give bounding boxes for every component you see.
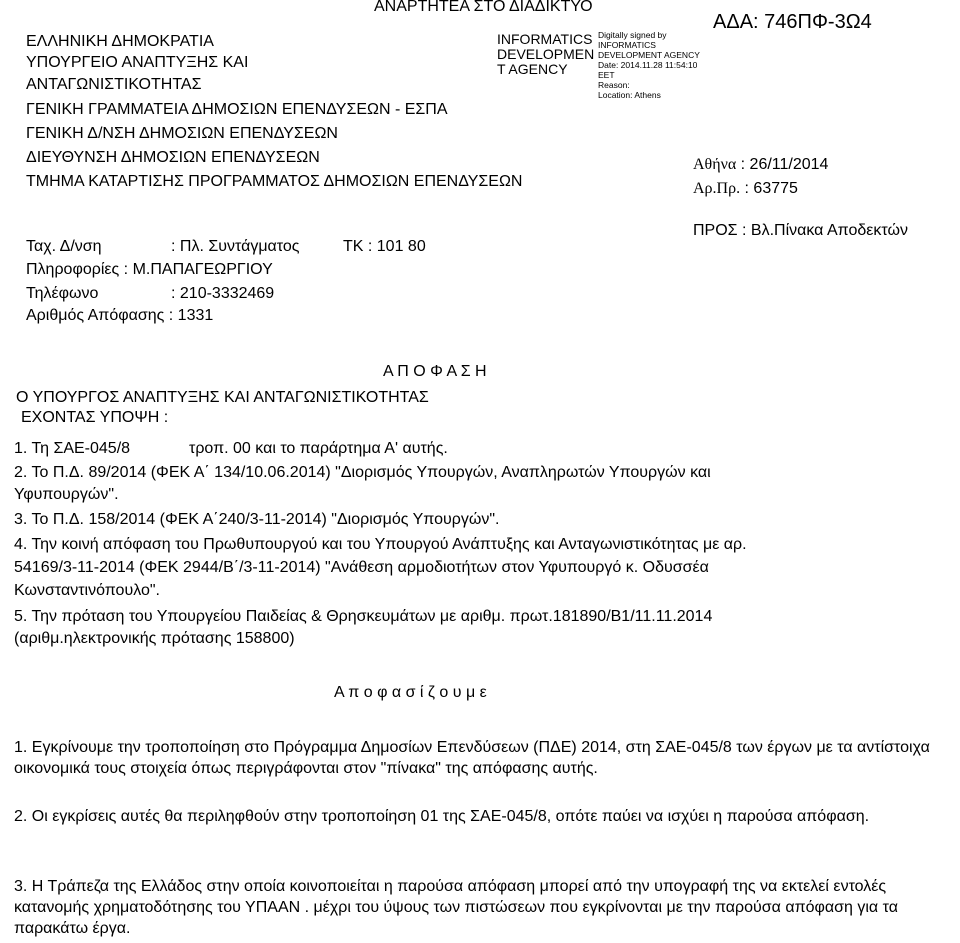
header-line-secretariat: ΓΕΝΙΚΗ ΓΡΑΜΜΑΤΕΙΑ ΔΗΜΟΣΙΩΝ ΕΠΕΝΔΥΣΕΩΝ - ΕΣΠΑ xyxy=(26,101,448,118)
decide-heading: Α π ο φ α σ ί ζ ο υ μ ε xyxy=(334,684,487,701)
address-value: : Πλ. Συντάγματος xyxy=(171,238,300,255)
signer-name-line-3: T AGENCY xyxy=(497,61,568,77)
header-line-ministry: ΥΠΟΥΡΓΕΙΟ ΑΝΑΠΤΥΞΗΣ ΚΑΙ xyxy=(26,54,249,71)
phone-value: : 210-3332469 xyxy=(171,285,275,302)
signature-detail: INFORMATICS xyxy=(598,40,656,50)
signer-name-line-2: DEVELOPMEN xyxy=(497,46,595,62)
signer-name-line-1: INFORMATICS xyxy=(497,31,593,47)
signature-detail: Digitally signed by xyxy=(598,30,667,40)
considering-line: ΕΧΟΝΤΑΣ ΥΠΟΨΗ : xyxy=(21,409,169,426)
header-line-department: ΤΜΗΜΑ ΚΑΤΑΡΤΙΣΗΣ ΠΡΟΓΡΑΜΜΑΤΟΣ ΔΗΜΟΣΙΩΝ ΕΠΕΝΔΥΣΕΩΝ xyxy=(26,173,523,190)
consideration-5b: (αριθμ.ηλεκτρονικής πρότασης 158800) xyxy=(14,630,295,647)
protocol-value: : 63775 xyxy=(744,180,798,197)
consideration-4b: 54169/3-11-2014 (ΦΕΚ 2944/Β΄/3-11-2014) "Ανάθεση αρμοδιοτήτων στον Υφυπουργό κ. Οδυσσέα xyxy=(14,559,709,576)
consideration-4c: Κωνσταντινόπουλο". xyxy=(14,582,160,599)
place-date xyxy=(693,155,828,175)
recipient: ΠΡΟΣ : Βλ.Πίνακα Αποδεκτών xyxy=(693,222,908,239)
protocol-number xyxy=(693,179,798,199)
consideration-2b: Υφυπουργών". xyxy=(14,486,119,503)
place-label: Αθήνα xyxy=(693,156,737,173)
signature-detail: Reason: xyxy=(598,80,630,90)
consideration-1b: τροπ. 00 και το παράρτημα Α' αυτής. xyxy=(189,440,448,457)
postal-code: ΤΚ : 101 80 xyxy=(343,238,426,255)
signature-detail: Date: 2014.11.28 11:54:10 xyxy=(598,60,698,70)
consideration-4a: 4. Την κοινή απόφαση του Πρωθυπουργού και του Υπουργού Ανάπτυξης και Ανταγωνιστικότητας με αρ. xyxy=(14,536,747,553)
decision-number: Αριθμός Απόφασης : 1331 xyxy=(26,307,214,324)
header-line-country: ΕΛΛΗΝΙΚΗ ΔΗΜΟΚΡΑΤΙΑ xyxy=(26,33,214,50)
signature-detail: Location: Athens xyxy=(598,90,661,100)
contact-person: Πληροφορίες : Μ.ΠΑΠΑΓΕΩΡΓΙΟΥ xyxy=(26,261,273,278)
minister-line: Ο ΥΠΟΥΡΓΟΣ ΑΝΑΠΤΥΞΗΣ ΚΑΙ ΑΝΤΑΓΩΝΙΣΤΙΚΟΤΗΤΑΣ xyxy=(16,389,429,406)
decision-2: 2. Οι εγκρίσεις αυτές θα περιληφθούν στην τροποποίηση 01 της ΣΑΕ-045/8, οπότε παύει να ισχύει η παρούσα απόφαση. xyxy=(14,808,870,825)
header-line-directorate: ΔΙΕΥΘΥΝΣΗ ΔΗΜΟΣΙΩΝ ΕΠΕΝΔΥΣΕΩΝ xyxy=(26,149,320,166)
ada-code: ΑΔΑ: 746ΠΦ-3Ω4 xyxy=(713,11,872,33)
consideration-5a: 5. Την πρόταση του Υπουργείου Παιδείας & Θρησκευμάτων με αριθμ. πρωτ.181890/Β1/11.11.2014 xyxy=(14,608,713,625)
consideration-1a: 1. Τη ΣΑΕ-045/8 xyxy=(14,440,131,457)
publication-banner: ΑΝΑΡΤΗΤΕΑ ΣΤΟ ΔΙΑΔΙΚΤΥΟ xyxy=(374,0,593,15)
phone-label: Τηλέφωνο xyxy=(26,285,99,302)
header-line-ministry-cont: ΑΝΤΑΓΩΝΙΣΤΙΚΟΤΗΤΑΣ xyxy=(26,76,202,93)
signature-detail: EET xyxy=(598,70,615,80)
protocol-label: Αρ.Πρ. xyxy=(693,180,741,197)
decision-3: 3. Η Τράπεζα της Ελλάδος στην οποία κοινοποιείται η παρούσα απόφαση μπορεί από την υπογραφή της να εκτελεί εντολές κατανομής χρηματοδότησης του ΥΠΑΑΝ . μέχρι του ύψους των πιστώσεων που εγκρίνονται με την παρούσα απόφαση για τα παρακάτω έργα. xyxy=(14,878,898,937)
signature-detail: DEVELOPMENT AGENCY xyxy=(598,50,700,60)
consideration-2a: 2. Το Π.Δ. 89/2014 (ΦΕΚ Α΄ 134/10.06.2014) "Διορισμός Υπουργών, Αναπληρωτών Υπουργών και xyxy=(14,464,711,481)
document-title: Α Π Ο Φ Α Σ Η xyxy=(383,363,487,380)
header-line-gen-directorate: ΓΕΝΙΚΗ Δ/ΝΣΗ ΔΗΜΟΣΙΩΝ ΕΠΕΝΔΥΣΕΩΝ xyxy=(26,125,338,142)
consideration-3: 3. Το Π.Δ. 158/2014 (ΦΕΚ Α΄240/3-11-2014) "Διορισμός Υπουργών". xyxy=(14,511,500,528)
decision-1: 1. Εγκρίνουμε την τροποποίηση στο Πρόγραμμα Δημοσίων Επενδύσεων (ΠΔΕ) 2014, στη ΣΑΕ-045/8 των έργων με τα αντίστοιχα οικονομικά τους στοιχεία όπως περιγράφονται στον "πίνακα" της απόφασης αυτής. xyxy=(14,739,930,777)
address-label: Ταχ. Δ/νση xyxy=(26,238,102,255)
date-value: : 26/11/2014 xyxy=(740,156,829,173)
